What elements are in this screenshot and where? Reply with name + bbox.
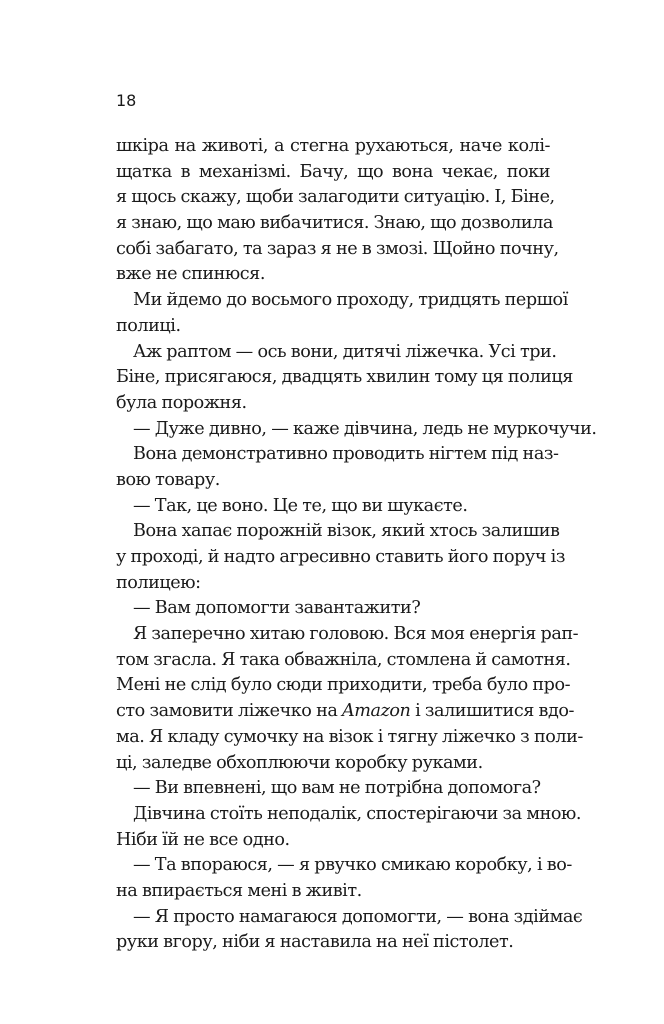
text-line: Вона хапає порожній візок, який хтось залишив bbox=[133, 521, 560, 542]
body-text bbox=[116, 134, 597, 956]
dialogue-line: — Дуже дивно, — каже дівчина, ледь не муркочучи. bbox=[133, 418, 597, 439]
text-line: полицею: bbox=[116, 572, 201, 593]
text-line: Ніби їй не все одно. bbox=[116, 829, 290, 850]
text-line: Вона демонстративно проводить нігтем під наз- bbox=[133, 444, 559, 465]
text-line: Біне, присягаюся, двадцять хвилин тому ця полиця bbox=[116, 367, 573, 388]
text-line: Мені не слід було сюди приходити, треба було про- bbox=[116, 675, 571, 696]
text-line: том згасла. Я така обважніла, стомлена й самотня. bbox=[116, 649, 571, 670]
text-line: Я заперечно хитаю головою. Вся моя енергія рап- bbox=[133, 624, 579, 645]
dialogue-line: — Та впораюся, — я рвучко смикаю коробку, і во- bbox=[133, 855, 572, 876]
text-line: я щось скажу, щоби залагодити ситуацію. І, Біне, bbox=[116, 187, 555, 208]
text-line: Аж раптом — ось вони, дитячі ліжечка. Усі три. bbox=[133, 341, 557, 362]
dialogue-line: — Так, це воно. Це те, що ви шукаєте. bbox=[133, 495, 468, 516]
dialogue-line: — Вам допомогти завантажити? bbox=[133, 598, 421, 619]
text-line: Дівчина стоїть неподалік, спостерігаючи за мною. bbox=[133, 803, 582, 824]
dialogue-line: — Я просто намагаюся допомогти, — вона здіймає bbox=[133, 906, 583, 927]
text-line: полиці. bbox=[116, 315, 181, 336]
dialogue-line: — Ви впевнені, що вам не потрібна допомога? bbox=[133, 778, 541, 799]
text-line: вже не спинюся. bbox=[116, 264, 265, 285]
text-line: на впирається мені в живіт. bbox=[116, 880, 362, 901]
text-line: вою товару. bbox=[116, 469, 220, 490]
text-line: була порожня. bbox=[116, 392, 247, 413]
text-line: ці, заледве обхоплюючи коробку руками. bbox=[116, 752, 483, 773]
page-number: 18 bbox=[116, 91, 137, 110]
text-line: собі забагато, та зараз я не в змозі. Щойно почну, bbox=[116, 238, 559, 259]
text-line-amazon bbox=[116, 699, 574, 725]
text-line: шкіра на животі, а стегна рухаються, наче колі- bbox=[116, 136, 550, 156]
text-line: я знаю, що маю вибачитися. Знаю, що дозволила bbox=[116, 213, 553, 234]
text-line: у проході, й надто агресивно ставить його поруч із bbox=[116, 547, 565, 567]
amazon-italic-text: Amazon bbox=[342, 701, 411, 722]
text-line: ма. Я кладу сумочку на візок і тягну ліжечко з поли- bbox=[116, 726, 583, 747]
text-line: щатка в механізмі. Бачу, що вона чекає, поки bbox=[116, 161, 550, 182]
text-segment: і залишитися вдо- bbox=[410, 701, 574, 722]
text-segment: сто замовити ліжечко на bbox=[116, 701, 343, 722]
text-line: руки вгору, ніби я наставила на неї пістолет. bbox=[116, 932, 514, 953]
text-line: Ми йдемо до восьмого проходу, тридцять першої bbox=[133, 290, 568, 311]
